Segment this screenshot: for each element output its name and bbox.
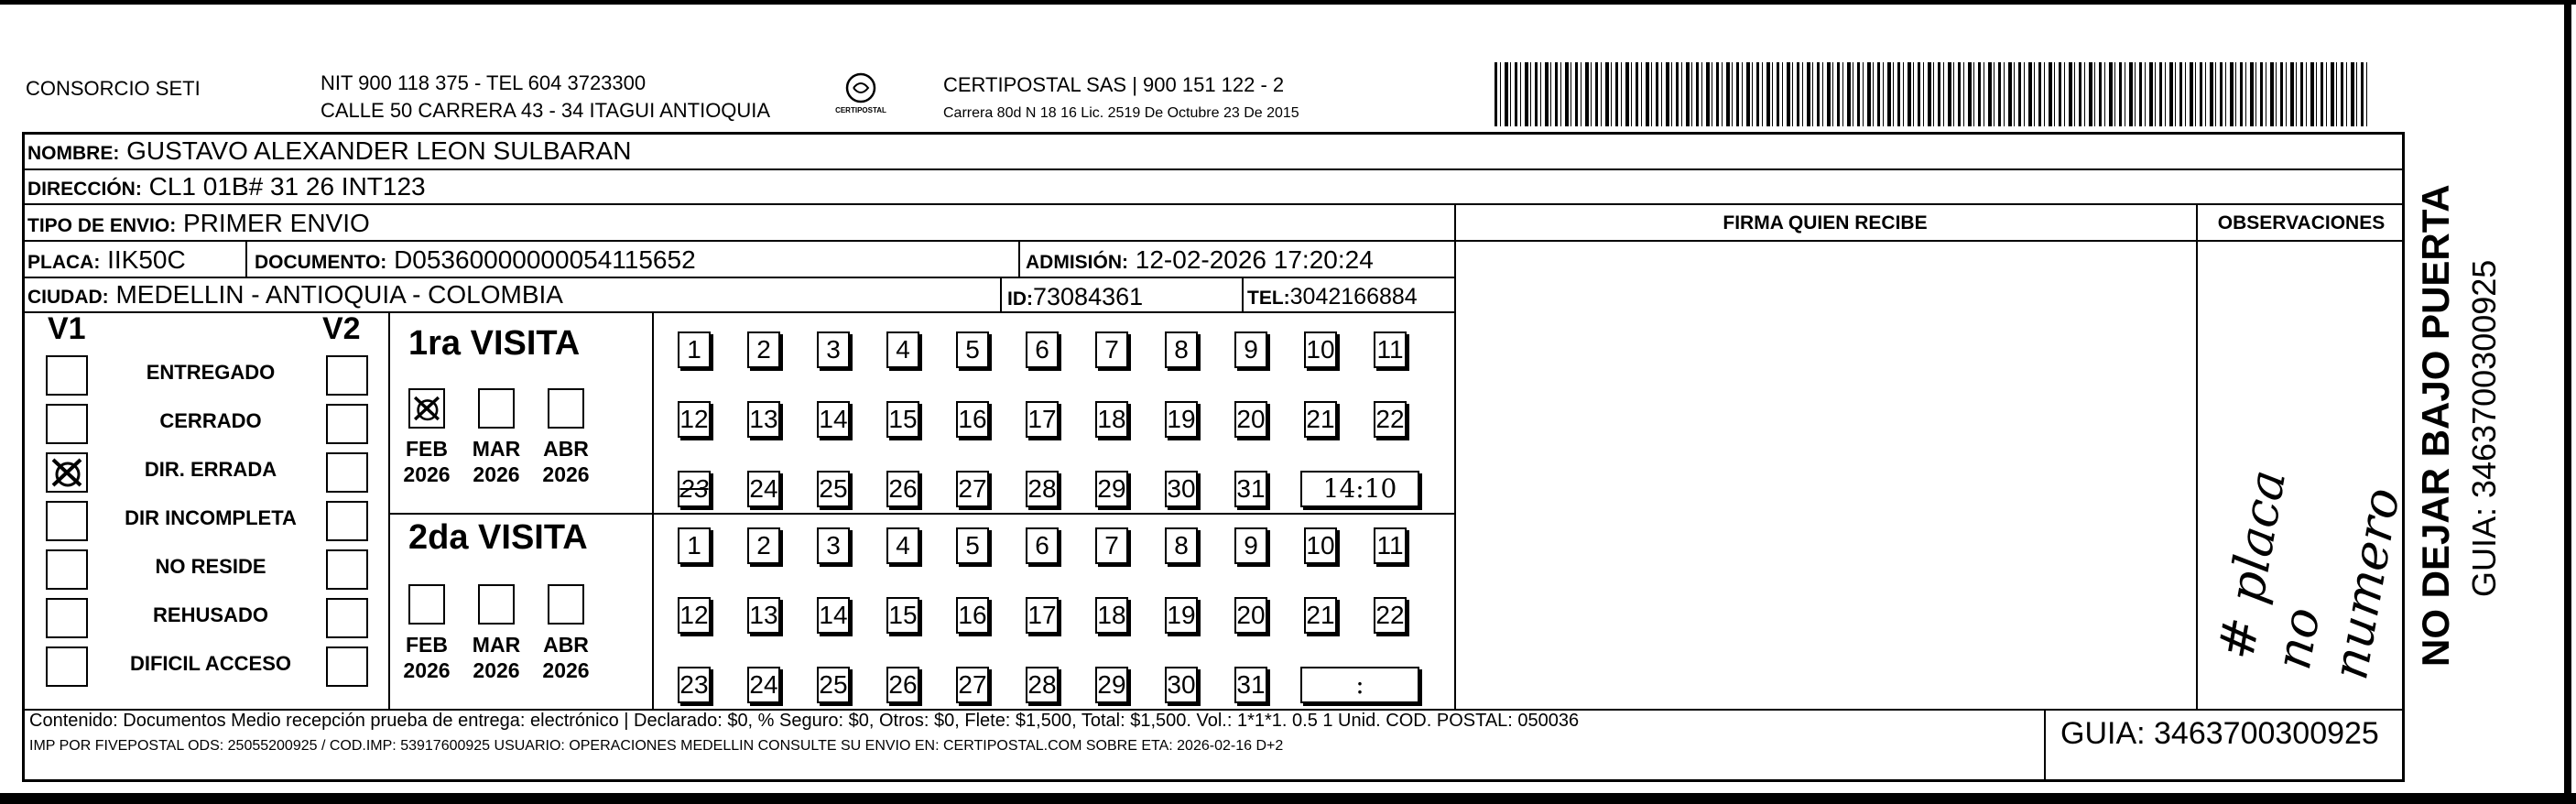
visit1-day-7[interactable]: 7	[1095, 331, 1128, 368]
status-label-1: ENTREGADO	[146, 361, 276, 384]
visit2-day-16[interactable]: 16	[956, 597, 989, 634]
nit-line: NIT 900 118 375 - TEL 604 3723300	[321, 71, 647, 94]
visit1-month-box-feb[interactable]	[408, 388, 445, 429]
visit2-day-8[interactable]: 8	[1165, 527, 1198, 564]
visit1-day-14[interactable]: 14	[817, 401, 850, 438]
visit1-day-3[interactable]: 3	[817, 331, 850, 368]
visit1-month-box-abr[interactable]	[548, 388, 584, 429]
visit2-day-23[interactable]: 23	[678, 667, 711, 703]
visit2-day-30[interactable]: 30	[1165, 667, 1198, 703]
visit2-month-box-feb[interactable]	[408, 584, 445, 625]
visit2-month-box-mar[interactable]	[478, 584, 515, 625]
v2-checkbox-5[interactable]	[326, 549, 368, 590]
top-border	[0, 0, 2576, 5]
logo-text: CERTIPOSTAL	[835, 106, 886, 114]
documento-field: DOCUMENTO: D05360000000054115652	[255, 245, 696, 274]
visit2-day-20[interactable]: 20	[1234, 597, 1267, 634]
visit2-day-1[interactable]: 1	[678, 527, 711, 564]
visit1-day-1[interactable]: 1	[678, 331, 711, 368]
visit2-day-28[interactable]: 28	[1026, 667, 1059, 703]
ciudad-field: CIUDAD: MEDELLIN - ANTIOQUIA - COLOMBIA	[27, 280, 563, 309]
visit1-day-31[interactable]: 31	[1234, 471, 1267, 507]
visit1-day-28[interactable]: 28	[1026, 471, 1059, 507]
barcode	[1495, 62, 2371, 126]
license-line: Carrera 80d N 18 16 Lic. 2519 De Octubre 23 De 2015	[943, 105, 1299, 121]
visit1-day-25[interactable]: 25	[817, 471, 850, 507]
visit1-day-8[interactable]: 8	[1165, 331, 1198, 368]
visit2-title: 2da VISITA	[408, 518, 588, 557]
v1-checkbox-4[interactable]	[46, 501, 88, 541]
visit1-month-label-abr: ABR	[543, 437, 589, 461]
v1-checkbox-7[interactable]	[46, 646, 88, 687]
visit1-day-2[interactable]: 2	[747, 331, 780, 368]
visit2-day-18[interactable]: 18	[1095, 597, 1128, 634]
visit1-day-18[interactable]: 18	[1095, 401, 1128, 438]
status-label-5: NO RESIDE	[155, 555, 266, 578]
v2-checkbox-2[interactable]	[326, 404, 368, 444]
direccion-field: DIRECCIÓN: CL1 01B# 31 26 INT123	[27, 172, 426, 201]
visit2-day-3[interactable]: 3	[817, 527, 850, 564]
visit2-day-26[interactable]: 26	[886, 667, 919, 703]
placa-field: PLACA: IIK50C	[27, 245, 186, 274]
firma-label: FIRMA QUIEN RECIBE	[1723, 212, 1928, 234]
admision-field: ADMISIÓN: 12-02-2026 17:20:24	[1026, 245, 1374, 274]
visit2-month-label-feb: FEB	[406, 633, 448, 657]
visit1-time-box[interactable]: 14:10	[1300, 471, 1419, 507]
visit1-month-year-mar: 2026	[473, 462, 520, 486]
certipostal-logo	[835, 70, 886, 125]
observaciones-area	[2198, 242, 2411, 707]
observaciones-label: OBSERVACIONES	[2217, 212, 2386, 234]
visit2-month-year-mar: 2026	[473, 658, 520, 682]
visit1-day-4[interactable]: 4	[886, 331, 919, 368]
visit1-day-15[interactable]: 15	[886, 401, 919, 438]
visit2-day-15[interactable]: 15	[886, 597, 919, 634]
visit1-day-10[interactable]: 10	[1304, 331, 1337, 368]
check-mark-icon	[48, 454, 86, 491]
status-label-3: DIR. ERRADA	[144, 458, 277, 481]
signature-area[interactable]	[1456, 242, 2194, 707]
visit2-day-11[interactable]: 11	[1374, 527, 1407, 564]
v2-checkbox-4[interactable]	[326, 501, 368, 541]
visit1-month-label-feb: FEB	[406, 437, 448, 461]
visit2-month-year-abr: 2026	[542, 658, 590, 682]
visit2-day-13[interactable]: 13	[747, 597, 780, 634]
visit2-day-14[interactable]: 14	[817, 597, 850, 634]
visit1-month-year-abr: 2026	[542, 462, 590, 486]
bottom-border	[0, 793, 2576, 804]
visit1-day-19[interactable]: 19	[1165, 401, 1198, 438]
visit2-day-17[interactable]: 17	[1026, 597, 1059, 634]
no-dejar-bajo-puerta: NO DEJAR BAJO PUERTA	[2414, 184, 2457, 667]
visit1-day-11[interactable]: 11	[1374, 331, 1407, 368]
v2-checkbox-7[interactable]	[326, 646, 368, 687]
status-label-2: CERRADO	[159, 409, 262, 432]
tel-field: TEL:3042166884	[1247, 284, 1418, 310]
visit2-month-label-mar: MAR	[472, 633, 521, 657]
visit2-day-9[interactable]: 9	[1234, 527, 1267, 564]
visit1-day-9[interactable]: 9	[1234, 331, 1267, 368]
visit1-day-17[interactable]: 17	[1026, 401, 1059, 438]
visit2-day-22[interactable]: 22	[1374, 597, 1407, 634]
visit1-day-21[interactable]: 21	[1304, 401, 1337, 438]
visit1-day-30[interactable]: 30	[1165, 471, 1198, 507]
visit2-month-box-abr[interactable]	[548, 584, 584, 625]
v1-checkbox-6[interactable]	[46, 598, 88, 638]
visit1-title: 1ra VISITA	[408, 324, 581, 363]
visit2-day-29[interactable]: 29	[1095, 667, 1128, 703]
visit2-day-5[interactable]: 5	[956, 527, 989, 564]
visit1-day-6[interactable]: 6	[1026, 331, 1059, 368]
visit1-day-13[interactable]: 13	[747, 401, 780, 438]
id-field: ID:73084361	[1007, 283, 1144, 310]
visit1-day-24[interactable]: 24	[747, 471, 780, 507]
logo-emblem-icon	[842, 70, 879, 106]
visit2-day-10[interactable]: 10	[1304, 527, 1337, 564]
tipo-envio-field: TIPO DE ENVIO: PRIMER ENVIO	[27, 209, 370, 237]
visit2-day-4[interactable]: 4	[886, 527, 919, 564]
visit2-day-19[interactable]: 19	[1165, 597, 1198, 634]
observaciones-handwritten: # placa no numero	[2207, 465, 2411, 684]
visit2-time-box[interactable]: :	[1300, 667, 1419, 703]
visit2-day-24[interactable]: 24	[747, 667, 780, 703]
address-line: CALLE 50 CARRERA 43 - 34 ITAGUI ANTIOQUIA	[321, 99, 771, 122]
status-label-7: DIFICIL ACCESO	[129, 652, 291, 675]
v2-checkbox-6[interactable]	[326, 598, 368, 638]
v1-checkbox-3[interactable]	[46, 452, 88, 493]
v1-checkbox-2[interactable]	[46, 404, 88, 444]
visit1-month-year-feb: 2026	[403, 462, 451, 486]
visit1-month-label-mar: MAR	[472, 437, 521, 461]
visit1-month-box-mar[interactable]	[478, 388, 515, 429]
status-label-4: DIR INCOMPLETA	[125, 506, 297, 529]
visit1-day-5[interactable]: 5	[956, 331, 989, 368]
visit2-day-6[interactable]: 6	[1026, 527, 1059, 564]
v2-checkbox-1[interactable]	[326, 355, 368, 396]
visit1-day-20[interactable]: 20	[1234, 401, 1267, 438]
certipostal-line: CERTIPOSTAL SAS | 900 151 122 - 2	[943, 73, 1285, 96]
visit2-day-12[interactable]: 12	[678, 597, 711, 634]
visit2-day-21[interactable]: 21	[1304, 597, 1337, 634]
visit2-day-7[interactable]: 7	[1095, 527, 1128, 564]
v1-label: V1	[48, 311, 86, 346]
visit1-day-23[interactable]: 23	[678, 471, 711, 507]
nombre-field: NOMBRE: GUSTAVO ALEXANDER LEON SULBARAN	[27, 136, 632, 165]
footer-contenido: Contenido: Documentos Medio recepción prueba de entrega: electrónico | Declarado: $0, % Seguro: $0, Otros: $0, Flete: $1,500, Total: $1,500. Vol.: 1*1*1. 0.5 1 Unid. COD. POSTAL: 050036	[29, 711, 1580, 731]
visit2-month-year-feb: 2026	[403, 658, 451, 682]
status-label-6: REHUSADO	[153, 603, 268, 626]
visit1-day-27[interactable]: 27	[956, 471, 989, 507]
v1-checkbox-5[interactable]	[46, 549, 88, 590]
visit2-month-label-abr: ABR	[543, 633, 589, 657]
visit1-day-29[interactable]: 29	[1095, 471, 1128, 507]
v2-label: V2	[322, 311, 361, 346]
visit1-day-12[interactable]: 12	[678, 401, 711, 438]
visit2-day-25[interactable]: 25	[817, 667, 850, 703]
v1-checkbox-1[interactable]	[46, 355, 88, 396]
company-name: CONSORCIO SETI	[26, 77, 201, 100]
check-mark-icon	[410, 390, 443, 427]
v2-checkbox-3[interactable]	[326, 452, 368, 493]
footer-guia: GUIA: 3463700300925	[2060, 716, 2379, 751]
side-guia: GUIA: 3463700300925	[2465, 259, 2503, 597]
visit2-day-27[interactable]: 27	[956, 667, 989, 703]
visit2-day-2[interactable]: 2	[747, 527, 780, 564]
visit2-day-31[interactable]: 31	[1234, 667, 1267, 703]
visit1-day-26[interactable]: 26	[886, 471, 919, 507]
footer-imp: IMP POR FIVEPOSTAL ODS: 25055200925 / COD.IMP: 53917600925 USUARIO: OPERACIONES MEDELLIN CONSULTE SU ENVIO EN: CERTIPOSTAL.COM SOBRE ETA: 2026-02-16 D+2	[29, 738, 1284, 754]
visit1-day-22[interactable]: 22	[1374, 401, 1407, 438]
visit1-day-16[interactable]: 16	[956, 401, 989, 438]
right-edge	[2564, 0, 2571, 804]
